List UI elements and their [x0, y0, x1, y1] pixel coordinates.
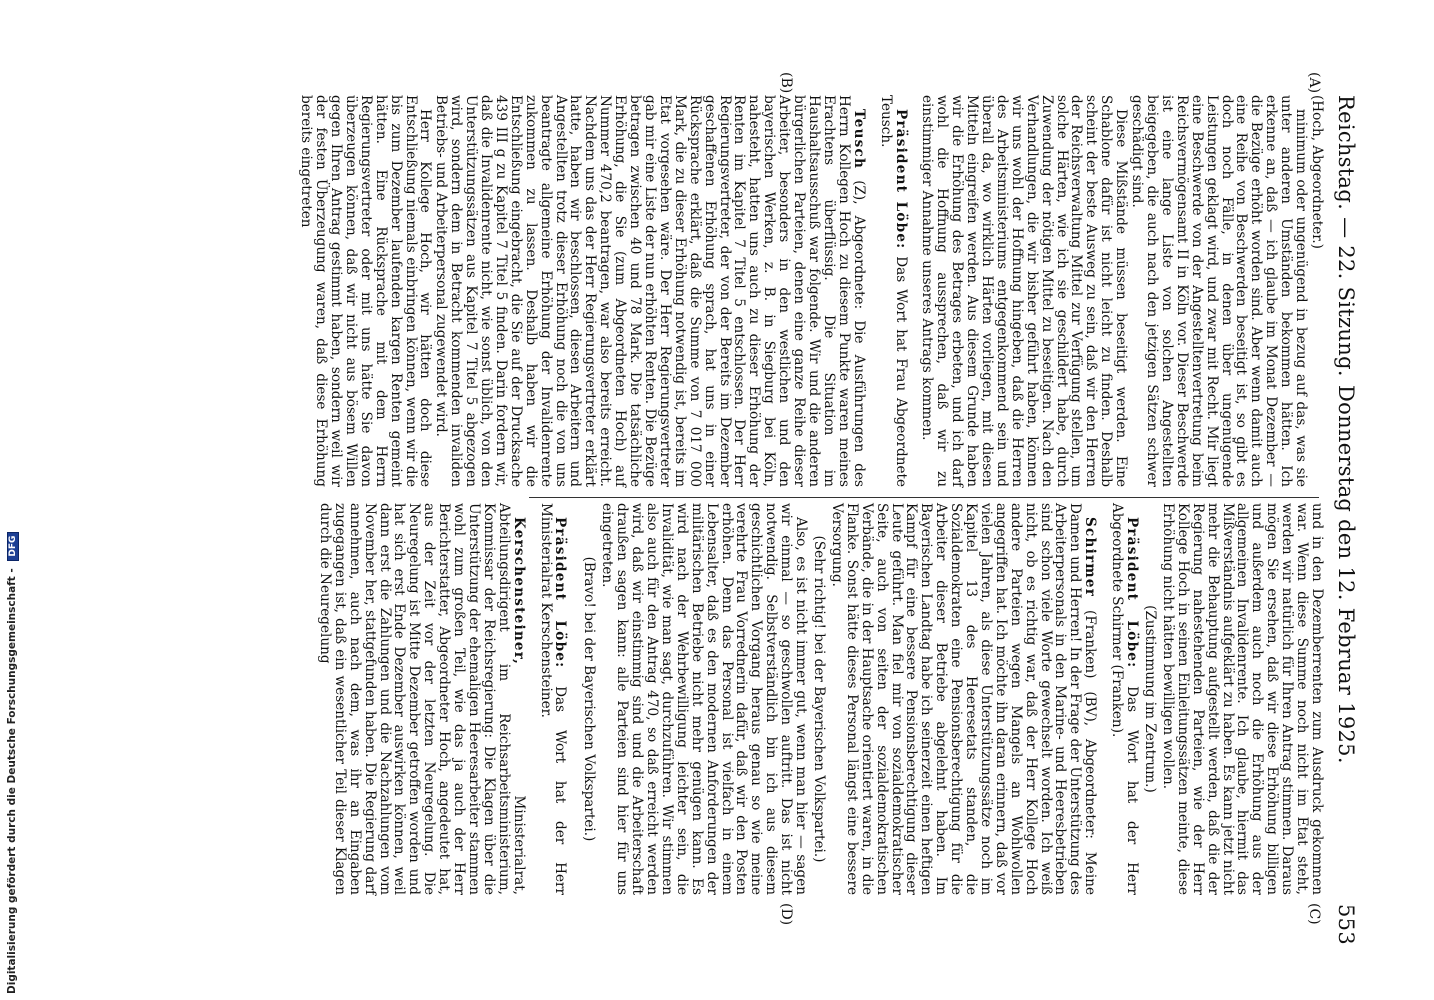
- interjection: (Zustimmung im Zentrum.): [1142, 605, 1159, 793]
- header-session: Reichstag. — 22. Sitzung.: [1334, 95, 1358, 377]
- paragraph: Diese Mißstände müssen beseitigt werden. Eine Schablone dafür ist nicht leicht zu finden. Deshalb scheint der beste Ausweg zu sein, daß wir den Herren der Reichsverwaltung Mittel zur Verfügung stellen, um solche Härten, wie ich sie geschildert habe, durch Zuwendung der nötigen Mittel zu beseitigen. Nach den Verhandlungen, die wir bisher geführt haben, können wir uns wohl der Hoffnung hingeben, daß die Herren des Arbeitsministeriums entgegenkommend sein und überall da, wo wirklich Härten vorliegen, mit diesen Mitteln eingreifen werden. Aus diesem Grunde haben wir die Erhöhung des Betrages erbeten, und ich darf wohl die Hoffnung aussprechen, daß wir zu einstimmiger Annahme unseres Antrags kommen.: [919, 95, 1130, 487]
- paragraph: Also, es ist nicht immer gut, wenn man hier — sagen wir einmal — so geschwollen auftritt. Das ist nicht notwendig. Selbstverständlich bin ich aus diesem geschichtlichen Vorgang heraus genau so wie meine verehrte Frau Vorrednerin dafür, daß wir den Posten erhöhen. Denn das Personal ist vielfach in einem Lebensalter, daß es den modernen Anforderungen der militärischen Betriebe nicht mehr genügen kann. Es wird nach der Wehrbewilligung leichter sein, die Invalidität, wie man sagt, durchzuführen. Wir stimmen also auch für den Antrag 470, so daß erreicht werden wird, daß wir einstimmig sind und die Arbeiterschaft draußen sagen kann: alle Parteien sind hier für uns eingetreten.: [599, 503, 810, 895]
- left-column: [298, 95, 1325, 487]
- speech-text: (Z), Abgeordnete: Die Ausführungen des Herrn Kollegen Hoch zu diesem Punkte waren meines Erachtens überflüssig. Die Situation im Haushaltsausschuß war folgende. Wir und die anderen bürgerlichen Parteien, denen eine ganze Reihe dieser Arbeiter, besonders in den westlichen und den bayerischen Werken, z. B. in Siegburg bei Köln, nahesteht, hatten uns auch zu dieser Erhöhung der Renten im Kapitel 7 Titel 5 entschlossen. Der Herr Regierungsvertreter, der von der Bereits im Dezember geschaffenen Erhöhung sprach, hat uns in einer Rücksprache erklärt, daß die Summe von 7 017 000 Mark, die zu dieser Erhöhung notwendig ist, bereits im Etat vorgesehen wäre. Der Herr Regierungsvertreter gab mir eine Liste der nun erhöhten Renten. Die Bezüge betragen zwischen 40 und 78 Mark. Die tatsächliche Erhöhung, die Sie (zum Abgeordneten Hoch) auf Nummer 470,2 beantragen, war also bereits erreicht. Nachdem uns das der Herr Regierungsvertreter erklärt hatte, haben wir beschlossen, diesen Arbeitern und Angestellten trotz dieser Erhöhung noch die von uns beantragte allgemeine Erhöhung der Invalidenrente zukommen zu lassen. Deshalb haben wir die Entschließung eingebracht, die Sie auf der Drucksache 439 III g zu Kapitel 7 Titel 5 finden. Darin fordern wir, daß die Invalidenrente nicht, wie sonst üblich, von den Unterstützungssätzen aus Kapitel 7 Titel 5 abgezogen wird, sondern dem in Betracht kommenden invaliden Betriebs- und Arbeiterpersonal zugewendet wird.: [433, 95, 867, 487]
- running-head: (Hoch, Abgeordneter.): [1309, 95, 1325, 249]
- interjection: (Sehr richtig! bei der Bayerischen Volkspartei.): [811, 535, 827, 863]
- speaker-name: Präsident Löbe:: [1124, 517, 1141, 669]
- margin-letter-b: (B): [778, 72, 794, 94]
- margin-letter-c: (C): [1306, 903, 1322, 925]
- margin-letter-a: (A): [1306, 72, 1322, 94]
- column-divider: [529, 497, 1319, 498]
- speech-text: Das Wort hat der Herr Ministerialrat Kerschensteiner.: [537, 503, 569, 896]
- speech-text: Ministerialrat, Abteilungsdirigent im Reichsarbeitsministerium, Kommissar der Reichsregierung: Die Klagen über die Unterstützung der ehemaligen Heeresarbeiter stammen wohl zum großen Teil, wie das ja auch der Herr Berichterstatter, Abgeordneter Hoch, angedeutet hat, aus der Zeit vor der letzten Neuregelung. Die Neuregelung ist Mitte Dezember getroffen worden und hat sich erst Ende Dezember auswirken können, weil dann erst die Zahlungen und die Nachzahlungen vom November her, stattgefunden haben. Die Regierung darf annehmen, auch nach dem, was ihr an Eingaben zugegangen ist, daß ein wesentlicher Teil dieser Klagen durch die Neuregelung: [316, 503, 527, 895]
- speech-text: (Franken) (BV), Abgeordneter: Meine Damen und Herren! In der Frage der Unterstützung des Arbeiterpersonals in den Marine- und Heeresbetrieben sind schon viele Worte gewechselt worden. Ich weiß nicht, ob es richtig war, daß der Herr Kollege Hoch andere Parteien wegen Mangels an Wohlwollen angegriffen hat. Ich möchte ihn daran erinnern, daß vor vielen Jahren, als diese Unterstützungssätze noch im Kapitel 13 des Heeresetats standen, die Sozialdemokraten eine Pensionsberechtigung für die Arbeiter dieser Betriebe abgelehnt haben. Im Bayerischen Landtag habe ich seinerzeit einen heftigen Kampf für eine bessere Pensionsberechtigung dieser Leute geführt. Man fiel mir von sozialdemokratischer Seite, auch von seiten der sozialdemokratischen Verbände, die in der Hauptsache orientiert waren, in die Flanke. Sonst hätte dieses Personal längst eine bessere Versorgung.: [828, 503, 1099, 896]
- speech: [317, 503, 526, 895]
- right-column: [316, 503, 1325, 896]
- paragraph: Herr Kollege Hoch, wir hätten doch diese Entschließung niemals einbringen können, wenn wir die bis zum Dezember laufenden kargen Renten gemeint hätten. Eine Rücksprache mit dem Herrn Regierungsvertreter oder mit uns hätte Sie davon überzeugen können, daß wir nicht aus bösem Willen gegen Ihren Antrag gestimmt haben, sondern weil wir der festen Überzeugung waren, daß diese Erhöhung bereits eingetreten: [298, 95, 434, 487]
- page-header: [1328, 95, 1358, 945]
- speaker-name: Präsident Löbe:: [892, 109, 909, 250]
- speech-intro: [1109, 503, 1139, 895]
- speaker-name: Schirmer: [1082, 517, 1099, 598]
- speech: [829, 503, 1097, 895]
- header-date: Donnerstag den 12. Februar 1925.: [1334, 385, 1358, 764]
- speech-intro: [538, 503, 568, 895]
- speaker-name: Teusch: [850, 109, 867, 170]
- paragraph: minimum oder ungenügend in bezug auf das, was sie unter anderen Umständen bekommen hätten. Ich erkenne an, daß — ich glaube im Monat Dezember — die Bezüge erhöht worden sind. Aber wenn damit auch eine Reihe von Beschwerden beseitigt ist, so gibt es doch noch Fälle, in denen über ungenügende Leistungen geklagt wird, und zwar mit Recht. Mir liegt eine Beschwerde von der Angestelltenvertretung beim Reichsvermögensamt II in Köln vor. Dieser Beschwerde ist eine lange Liste von solchen Angestellten beigegeben, die auch nach den jetzigen Sätzen schwer geschädigt sind.: [1129, 95, 1310, 487]
- speech-text: Das Wort hat der Herr Abgeordnete Schirmer (Franken).: [1109, 503, 1141, 896]
- speech-intro: [878, 95, 908, 487]
- speaker-name: Kerschensteiner,: [510, 517, 527, 666]
- paragraph: und in den Dezemberrenten zum Ausdruck gekommen war. Wenn diese Summe noch nicht im Etat steht, werden wir natürlich für Ihren Antrag stimmen. Daraus mögen Sie ersehen, daß wir diese Erhöhung billigen und außerdem auch noch die Erhöhung aus der allgemeinen Invalidenrente. Ich glaube, hiermit das Mißverständnis aufgeklärt zu haben. Es kann jetzt nicht mehr die Behauptung aufgestellt werden, daß die der Regierung nahestehenden Parteien, wie der Herr Kollege Hoch in seinen Einleitungssätzen meinte, diese Erhöhung nicht hätten bewilligen wollen.: [1159, 503, 1325, 895]
- page-number: 553: [1334, 904, 1358, 945]
- margin-letter-d: (D): [778, 903, 794, 926]
- speech-text: Das Wort hat Frau Abgeordnete Teusch.: [877, 95, 909, 487]
- speech: [433, 95, 865, 487]
- interjection: (Bravo! bei der Bayerischen Volkspartei.): [581, 556, 598, 842]
- digitization-credit: [6, 532, 19, 994]
- speaker-name: Präsident Löbe:: [552, 517, 569, 669]
- credit-text: Digitalisierung gefördert durch die Deutsche Forschungsgemeinschaft -: [6, 568, 18, 994]
- dfg-logo-icon: DFG: [7, 532, 19, 561]
